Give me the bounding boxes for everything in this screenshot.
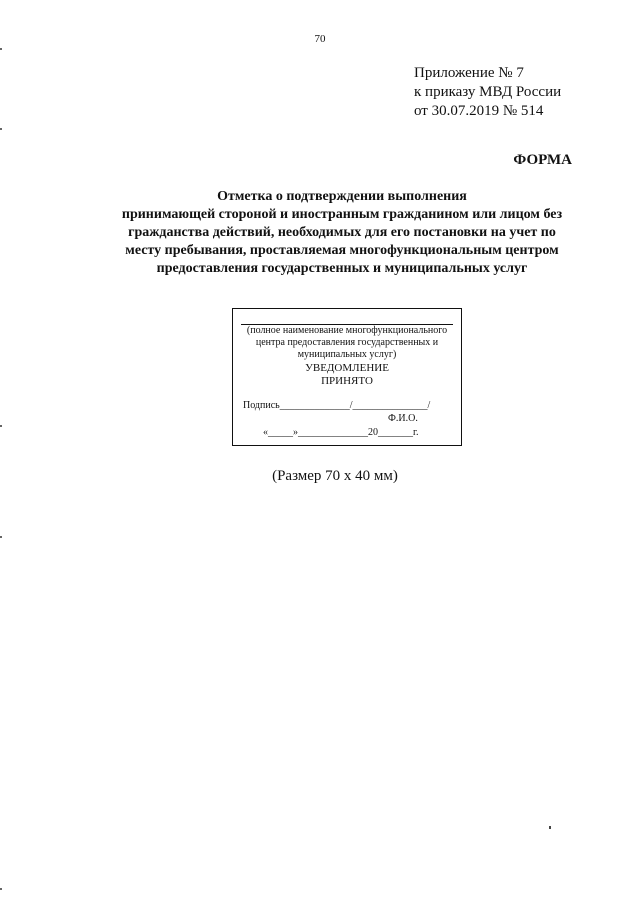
title-line: гражданства действий, необходимых для его постановки на учет по xyxy=(128,225,556,240)
scan-artifact xyxy=(0,888,2,890)
title-line: принимающей стороной и иностранным гражданином или лицом без xyxy=(121,207,563,222)
appendix-header xyxy=(414,64,561,121)
size-note: (Размер 70 х 40 мм) xyxy=(272,468,398,484)
stamp-org-caption-line: муниципальных услуг) xyxy=(297,349,397,360)
appendix-order-reference: к приказу МВД России xyxy=(414,84,562,100)
stamp-notice-line: УВЕДОМЛЕНИЕ xyxy=(305,362,389,374)
page-number: 70 xyxy=(314,33,326,45)
stamp-notice xyxy=(233,362,461,388)
scan-artifact xyxy=(0,48,2,50)
stamp-box xyxy=(232,308,462,446)
stamp-signature-field: Подпись______________/_______________/ xyxy=(243,400,431,411)
scan-artifact xyxy=(549,826,551,829)
title-line: предоставления государственных и муниципальных услуг xyxy=(156,261,528,276)
title-line: месту пребывания, проставляемая многофункциональным центром xyxy=(125,243,559,258)
document-title xyxy=(80,188,604,278)
form-label: ФОРМА xyxy=(513,152,572,168)
stamp-org-caption xyxy=(233,325,461,361)
appendix-number: Приложение № 7 xyxy=(414,65,524,81)
stamp-org-caption-line: (полное наименование многофункционального xyxy=(246,325,448,336)
stamp-date-field: «_____»______________20_______г. xyxy=(263,427,419,438)
appendix-order-date: от 30.07.2019 № 514 xyxy=(414,103,544,119)
scan-artifact xyxy=(0,536,2,538)
stamp-org-caption-line: центра предоставления государственных и xyxy=(255,337,439,348)
scan-artifact xyxy=(0,425,2,427)
title-line: Отметка о подтверждении выполнения xyxy=(217,189,467,204)
scan-artifact xyxy=(0,128,2,130)
stamp-fio-caption: Ф.И.О. xyxy=(388,413,418,424)
stamp-notice-line: ПРИНЯТО xyxy=(321,375,373,387)
